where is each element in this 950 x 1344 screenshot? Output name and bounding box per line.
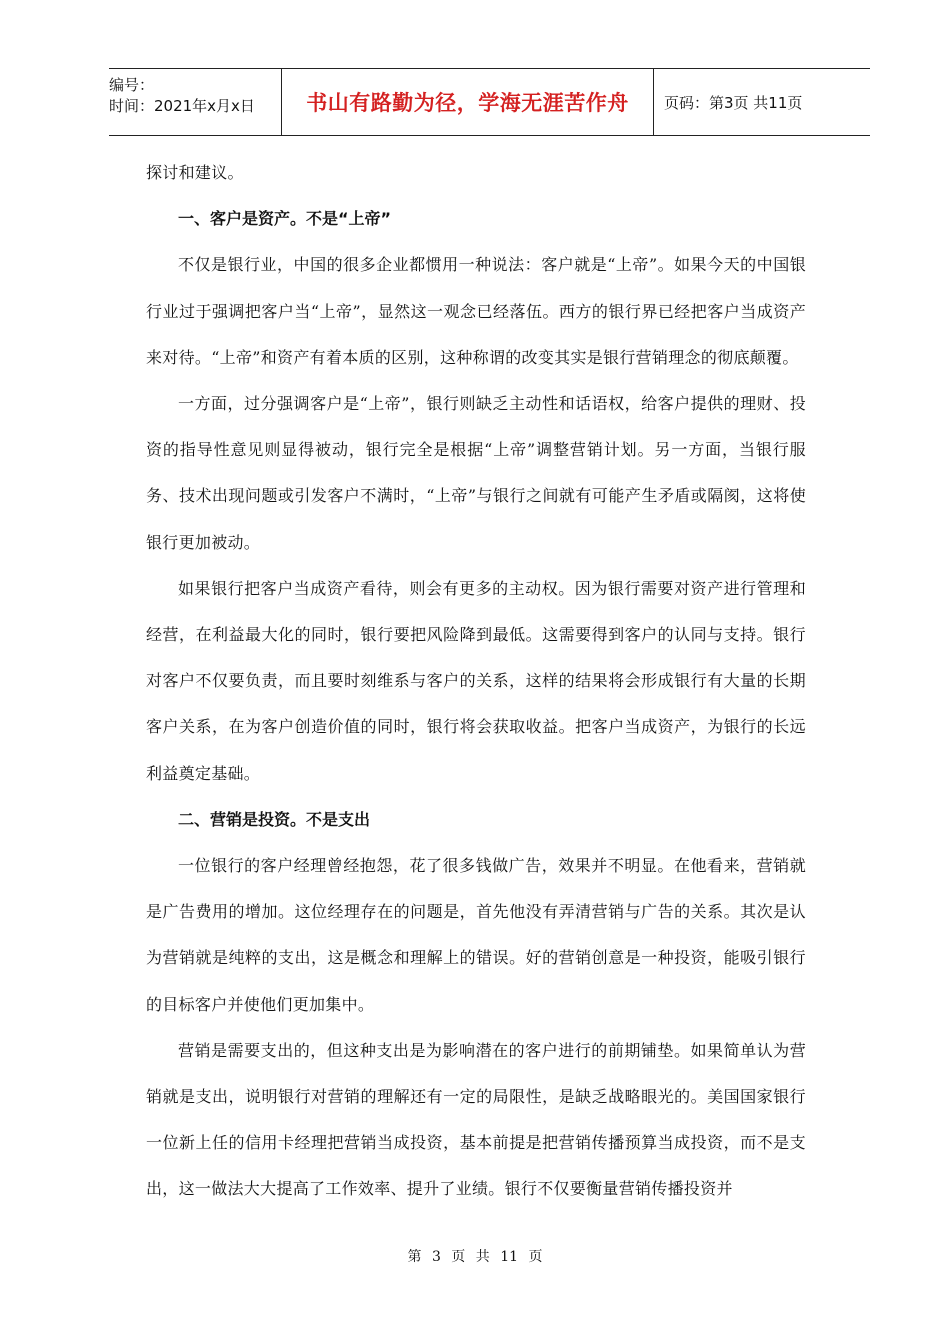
header-page-label: 页码：第3页 共11页 — [664, 93, 803, 112]
paragraph: 营销是需要支出的，但这种支出是为影响潜在的客户进行的前期铺垫。如果简单认为营销就是支出，说明银行对营销的理解还有一定的局限性，是缺乏战略眼光的。美国国家银行一位新上任的信用卡经理把营销当成投资，基本前提是把营销传播预算当成投资，而不是支出，这一做法大大提高了工作效率、提升了业绩。银行不仅要衡量营销传播投资并 — [146, 1040, 806, 1199]
document-header — [109, 68, 870, 136]
header-motto-cell — [281, 69, 654, 135]
header-motto: 书山有路勤为径，学海无涯苦作舟 — [306, 91, 629, 115]
section-heading: 二、营销是投资。不是支出 — [178, 809, 371, 829]
number-label: 编号： — [109, 76, 155, 94]
date-label: 时间：2021年x月x日 — [109, 97, 255, 115]
header-page-cell — [654, 69, 870, 135]
paragraph: 如果银行把客户当成资产看待，则会有更多的主动权。因为银行需要对资产进行管理和经营，在利益最大化的同时，银行要把风险降到最低。这需要得到客户的认同与支持。银行对客户不仅要负责，而且要时刻维系与客户的关系，这样的结果将会形成银行有大量的长期客户关系，在为客户创造价值的同时，银行将会获取收益。把客户当成资产，为银行的长远利益奠定基础。 — [146, 578, 806, 783]
paragraph: 一方面，过分强调客户是“上帝”，银行则缺乏主动性和话语权，给客户提供的理财、投资的指导性意见则显得被动，银行完全是根据“上帝”调整营销计划。另一方面，当银行服务、技术出现问题或引发客户不满时，“上帝”与银行之间就有可能产生矛盾或隔阂，这将使银行更加被动。 — [146, 394, 806, 552]
paragraph: 一位银行的客户经理曾经抱怨，花了很多钱做广告，效果并不明显。在他看来，营销就是广告费用的增加。这位经理存在的问题是，首先他没有弄清营销与广告的关系。其次是认为营销就是纯粹的支出，这是概念和理解上的错误。好的营销创意是一种投资，能吸引银行的目标客户并使他们更加集中。 — [146, 856, 806, 1014]
paragraph: 不仅是银行业，中国的很多企业都惯用一种说法：客户就是“上帝”。如果今天的中国银行业过于强调把客户当“上帝”，显然这一观念已经落伍。西方的银行界已经把客户当成资产来对待。“上帝”和资产有着本质的区别，这种称谓的改变其实是银行营销理念的彻底颠覆。 — [146, 255, 806, 367]
page-footer: 第 3 页 共 11 页 — [407, 1249, 543, 1265]
document-body — [146, 150, 806, 1213]
section-heading: 一、客户是资产。不是“上帝” — [178, 209, 392, 229]
header-meta — [109, 69, 281, 135]
paragraph: 探讨和建议。 — [146, 163, 244, 182]
